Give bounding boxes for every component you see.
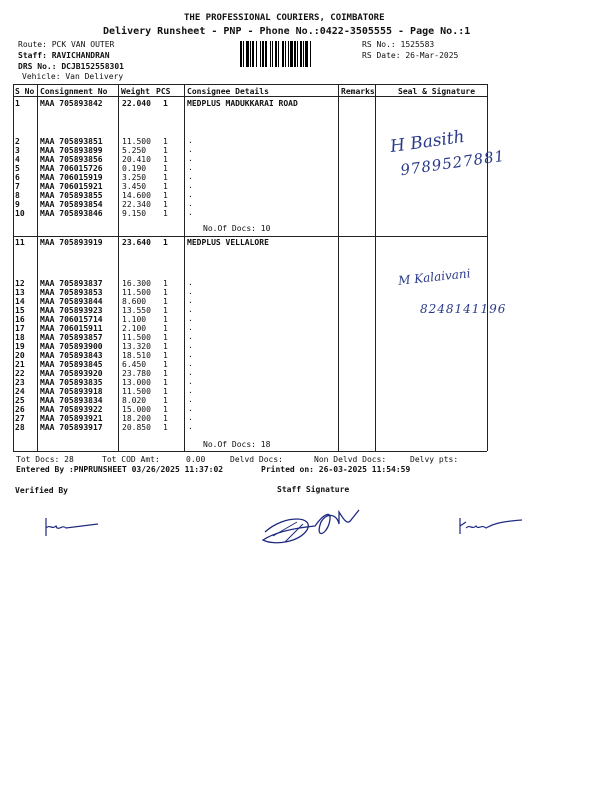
weight-value: 11.500: [122, 333, 151, 342]
staff-label: Staff:: [18, 51, 47, 60]
col-border: [487, 84, 488, 451]
consignee-bullet: .: [188, 386, 193, 395]
weight-value: 11.500: [122, 387, 151, 396]
entered-by: Entered By :PNPRUNSHEET 03/26/2025 11:37:02: [16, 465, 224, 474]
consignee-bullet: .: [188, 136, 193, 145]
weight-value: 2.100: [122, 324, 147, 333]
consignee-bullet: .: [188, 314, 193, 323]
col-border: [118, 84, 119, 451]
rs-number: RS No.: 1525583: [362, 40, 435, 49]
pieces-count: 1: [163, 173, 168, 182]
row-serial: 24: [15, 387, 25, 396]
pieces-count: 1: [163, 164, 168, 173]
col-border: [338, 84, 339, 451]
consignee-bullet: .: [188, 287, 193, 296]
weight-value: 3.450: [122, 182, 147, 191]
row-serial: 7: [15, 182, 20, 191]
weight-value: 18.200: [122, 414, 151, 423]
weight-value: 11.500: [122, 288, 151, 297]
row-serial: 1: [15, 99, 20, 108]
row-serial: 5: [15, 164, 20, 173]
row-serial: 3: [15, 146, 20, 155]
consignment-number: MAA 705893851: [40, 137, 103, 146]
consignment-number: MAA 705893844: [40, 297, 103, 306]
weight-value: 16.300: [122, 279, 151, 288]
table-bottom-border: [13, 451, 487, 452]
consignment-number: MAA 705893835: [40, 378, 103, 387]
consignment-number: MAA 705893834: [40, 396, 103, 405]
col-border: [37, 84, 38, 451]
consignee-bullet: .: [188, 350, 193, 359]
drs-line: [18, 62, 124, 71]
col-border: [184, 84, 185, 451]
col-header-weight: Weight: [121, 87, 150, 96]
row-serial: 15: [15, 306, 25, 315]
drs-number: DCJB152558301: [61, 62, 124, 71]
weight-value: 8.600: [122, 297, 147, 306]
consignee-bullet: .: [188, 172, 193, 181]
pieces-count: 1: [163, 405, 168, 414]
row-serial: 28: [15, 423, 25, 432]
row-serial: 26: [15, 405, 25, 414]
delivery-points-label: Delvy pts:: [410, 455, 459, 464]
weight-value: 14.600: [122, 191, 151, 200]
weight-value: 9.150: [122, 209, 147, 218]
row-serial: 8: [15, 191, 20, 200]
total-cod-label: Tot COD Amt:: [102, 455, 160, 464]
consignee-bullet: .: [188, 190, 193, 199]
row-serial: 2: [15, 137, 20, 146]
consignee-bullet: .: [188, 278, 193, 287]
row-serial: 20: [15, 351, 25, 360]
weight-value: 23.780: [122, 369, 151, 378]
header-bottom-border: [13, 96, 487, 97]
consignment-number: MAA 705893855: [40, 191, 103, 200]
row-serial: 9: [15, 200, 20, 209]
weight-value: 22.340: [122, 200, 151, 209]
pieces-count: 1: [163, 279, 168, 288]
consignee-bullet: .: [188, 199, 193, 208]
consignment-number: MAA 706015911: [40, 324, 103, 333]
row-serial: 6: [15, 173, 20, 182]
staff-name: RAVICHANDRAN: [51, 51, 110, 60]
consignment-number: MAA 706015714: [40, 315, 103, 324]
row-serial: 21: [15, 360, 25, 369]
consignment-number: MAA 706015726: [40, 164, 103, 173]
col-header-seal-signature: Seal & Signature: [398, 87, 476, 96]
col-header-pcs: PCS: [156, 87, 171, 96]
pieces-count: 1: [163, 200, 168, 209]
printed-on: Printed on: 26-03-2025 11:54:59: [261, 465, 411, 474]
consignee-bullet: .: [188, 341, 193, 350]
consignment-number: MAA 705893899: [40, 146, 103, 155]
staff-signature-label: Staff Signature: [277, 485, 350, 494]
consignment-number: MAA 705893857: [40, 333, 103, 342]
consignee-bullet: .: [188, 181, 193, 190]
pieces-count: 1: [163, 297, 168, 306]
consignment-number: MAA 706015921: [40, 182, 103, 191]
row-serial: 16: [15, 315, 25, 324]
vehicle-label: Vehicle: Van Delivery: [22, 72, 124, 81]
pieces-count: 1: [163, 396, 168, 405]
consignment-number: MAA 705893921: [40, 414, 103, 423]
consignment-number: MAA 705893853: [40, 288, 103, 297]
handwritten-receiver-name: H Basith: [388, 126, 466, 158]
consignment-number: MAA 705893842: [40, 99, 103, 108]
docs-count: No.Of Docs: 18: [203, 440, 271, 449]
consignment-number: MAA 705893922: [40, 405, 103, 414]
drs-label: DRS No.:: [18, 62, 57, 71]
consignee-bullet: .: [188, 359, 193, 368]
pieces-count: 1: [163, 209, 168, 218]
consignment-number: MAA 705893854: [40, 200, 103, 209]
weight-value: 3.250: [122, 173, 147, 182]
col-header-consignee: Consignee Details: [187, 87, 269, 96]
consignee-bullet: .: [188, 208, 193, 217]
row-serial: 4: [15, 155, 20, 164]
pieces-count: 1: [163, 238, 168, 247]
pieces-count: 1: [163, 423, 168, 432]
row-serial: 18: [15, 333, 25, 342]
consignee-bullet: .: [188, 377, 193, 386]
consignee-bullet: .: [188, 145, 193, 154]
weight-value: 18.510: [122, 351, 151, 360]
staff-line: [18, 51, 110, 60]
pieces-count: 1: [163, 146, 168, 155]
weight-value: 23.640: [122, 238, 151, 247]
row-serial: 22: [15, 369, 25, 378]
table-top-border: [13, 84, 487, 85]
pieces-count: 1: [163, 191, 168, 200]
rs-date: RS Date: 26-Mar-2025: [362, 51, 459, 60]
consignee-bullet: .: [188, 368, 193, 377]
row-serial: 13: [15, 288, 25, 297]
weight-value: 8.020: [122, 396, 147, 405]
consignee-bullet: .: [188, 323, 193, 332]
pieces-count: 1: [163, 378, 168, 387]
pieces-count: 1: [163, 288, 168, 297]
docs-count: No.Of Docs: 10: [203, 224, 271, 233]
pieces-count: 1: [163, 333, 168, 342]
third-signature: [454, 512, 528, 536]
handwritten-receiver-phone: 9789527881: [399, 146, 507, 180]
pieces-count: 1: [163, 342, 168, 351]
row-serial: 11: [15, 238, 25, 247]
row-serial: 25: [15, 396, 25, 405]
row-serial: 27: [15, 414, 25, 423]
consignee-bullet: .: [188, 404, 193, 413]
weight-value: 20.410: [122, 155, 151, 164]
weight-value: 0.190: [122, 164, 147, 173]
row-serial: 19: [15, 342, 25, 351]
col-border: [375, 84, 376, 451]
staff-signature: [255, 502, 367, 552]
consignment-number: MAA 705893923: [40, 306, 103, 315]
barcode: [240, 41, 352, 67]
consignment-number: MAA 705893846: [40, 209, 103, 218]
pieces-count: 1: [163, 414, 168, 423]
consignment-number: MAA 705893837: [40, 279, 103, 288]
consignment-number: MAA 705893900: [40, 342, 103, 351]
row-serial: 12: [15, 279, 25, 288]
delivered-docs-label: Delvd Docs:: [230, 455, 283, 464]
handwritten-receiver-phone: 8248141196: [420, 302, 507, 316]
consignment-number: MAA 705893918: [40, 387, 103, 396]
consignee-bullet: .: [188, 395, 193, 404]
pieces-count: 1: [163, 324, 168, 333]
consignment-number: MAA 705893845: [40, 360, 103, 369]
consignment-number: MAA 705893920: [40, 369, 103, 378]
pieces-count: 1: [163, 315, 168, 324]
pieces-count: 1: [163, 387, 168, 396]
non-delivered-docs-label: Non Delvd Docs:: [314, 455, 387, 464]
consignee-bullet: .: [188, 422, 193, 431]
consignee-bullet: .: [188, 332, 193, 341]
pieces-count: 1: [163, 182, 168, 191]
weight-value: 22.040: [122, 99, 151, 108]
company-name: THE PROFESSIONAL COURIERS, COIMBATORE: [184, 13, 385, 23]
verified-by-label: Verified By: [15, 486, 68, 495]
consignment-number: MAA 705893856: [40, 155, 103, 164]
weight-value: 15.000: [122, 405, 151, 414]
total-docs: Tot Docs: 28: [16, 455, 74, 464]
row-serial: 17: [15, 324, 25, 333]
weight-value: 6.450: [122, 360, 147, 369]
weight-value: 1.100: [122, 315, 147, 324]
consignee-bullet: .: [188, 163, 193, 172]
consignment-number: MAA 705893843: [40, 351, 103, 360]
row-serial: 10: [15, 209, 25, 218]
consignee-name: MEDPLUS VELLALORE: [187, 238, 269, 247]
pieces-count: 1: [163, 99, 168, 108]
weight-value: 5.250: [122, 146, 147, 155]
total-cod-value: 0.00: [186, 455, 206, 464]
consignee-bullet: .: [188, 305, 193, 314]
consignee-bullet: .: [188, 296, 193, 305]
weight-value: 13.320: [122, 342, 151, 351]
consignment-number: MAA 705893917: [40, 423, 103, 432]
weight-value: 13.000: [122, 378, 151, 387]
document-title: Delivery Runsheet - PNP - Phone No.:0422-3505555 - Page No.:1: [103, 26, 471, 37]
consignee-name: MEDPLUS MADUKKARAI ROAD: [187, 99, 298, 108]
row-serial: 14: [15, 297, 25, 306]
row-serial: 23: [15, 378, 25, 387]
pieces-count: 1: [163, 137, 168, 146]
route-label: Route: PCK VAN OUTER: [18, 40, 115, 49]
weight-value: 20.850: [122, 423, 151, 432]
weight-value: 11.500: [122, 137, 151, 146]
col-border: [13, 84, 14, 451]
consignment-number: MAA 706015919: [40, 173, 103, 182]
pieces-count: 1: [163, 369, 168, 378]
consignment-number: MAA 705893919: [40, 238, 103, 247]
group-divider: [13, 236, 487, 237]
col-header-remarks: Remarks: [341, 87, 375, 96]
pieces-count: 1: [163, 306, 168, 315]
pieces-count: 1: [163, 155, 168, 164]
consignee-bullet: .: [188, 154, 193, 163]
handwritten-receiver-name: M Kalaivani: [397, 266, 472, 288]
pieces-count: 1: [163, 351, 168, 360]
verifier-signature: [40, 514, 104, 538]
weight-value: 13.550: [122, 306, 151, 315]
consignee-bullet: .: [188, 413, 193, 422]
col-header-sno: S No: [15, 87, 35, 96]
pieces-count: 1: [163, 360, 168, 369]
col-header-consignment: Consignment No: [40, 87, 108, 96]
